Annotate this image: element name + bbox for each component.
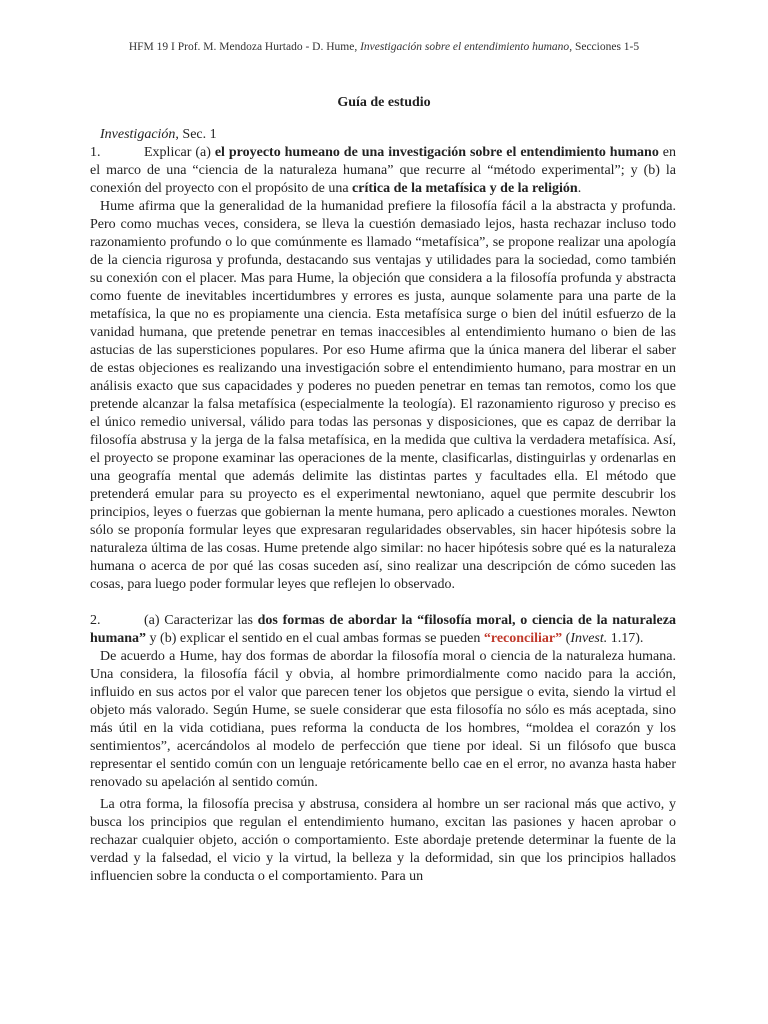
question-2-number: 2. <box>90 613 101 628</box>
question-1 <box>90 144 676 198</box>
answer-2-paragraph-1: De acuerdo a Hume, hay dos formas de abordar la filosofía moral o ciencia de la naturaleza humana. Una considera, la filosofía fácil y obvia, al hombre primordialmente como nacido para la acción, influido en sus actos por el valor que parecen tener los objetos que persigue o evita, siendo la virtud el objeto más valorado. Según Hume, se suele considerar que esta filosofía no sólo es más aceptada, sino más útil en la vida cotidiana, pues reforma la conducta de los hombres, “moldea el corazón y los sentimientos”, acercándolos al modelo de perfección que tiene por ideal. Si un filósofo que busca representar el sentido común con un lenguaje retóricamente bello cae en el error, no avanza hasta haber renovado su apelación al sentido común. <box>90 649 676 790</box>
header-work-title: Investigación sobre el entendimiento humano <box>360 41 570 53</box>
question-2-text-c: ( <box>562 631 571 646</box>
header-suffix: , Secciones 1-5 <box>569 41 640 53</box>
question-2-text-b: y (b) explicar el sentido en el cual ambas formas se pueden <box>146 631 484 646</box>
page-title: Guía de estudio <box>337 95 431 110</box>
question-2-highlight: “reconciliar” <box>483 631 563 646</box>
question-1-text-c: . <box>577 181 582 196</box>
section-heading <box>90 126 676 144</box>
question-2-bold: dos formas de abordar la “filosofía moral, o ciencia de la naturaleza humana” <box>90 613 676 646</box>
running-header <box>0 41 768 53</box>
question-1-number: 1. <box>90 145 101 160</box>
section-work: Investigación <box>100 127 176 142</box>
question-1-text-b: en el marco de una “ciencia de la naturaleza humana” que recurre al “método experimental”; y (b) la conexión del proyecto con el propósito de una <box>90 145 676 196</box>
document-body <box>90 126 676 886</box>
section-label: , Sec. 1 <box>175 127 217 142</box>
question-1-text-a: Explicar (a) <box>144 145 215 160</box>
question-1-bold-b: crítica de la metafísica y de la religión <box>352 181 578 196</box>
question-2-text-a: (a) Caracterizar las <box>144 613 258 628</box>
spacer <box>90 594 676 612</box>
question-2-ref-work: Invest. <box>570 631 608 646</box>
question-2 <box>90 612 676 648</box>
question-1-bold-a: el proyecto humeano de una investigación sobre el entendimiento humano <box>214 145 659 160</box>
answer-1-paragraph: Hume afirma que la generalidad de la humanidad prefiere la filosofía fácil a la abstracta y profunda. Pero como muchas veces, considera, se lleva la cuestión demasiado lejos, hasta rechazar incluso todo razonamiento profundo o lo que comúnmente es llamado “metafísica”, se propone realizar una apología de la ciencia rigurosa y profunda, destacando sus ventajas y utilidades para la sociedad, como también su conexión con el placer. Mas para Hume, la objeción que considera a la filosofía profunda y abstracta como fuente de inevitables incertidumbres y errores es justa, aunque solamente para una parte de la metafísica, la que no es propiamente una ciencia. Esta metafísica surge o bien del inútil esfuerzo de la vanidad humana, que pretende penetrar en temas inaccesibles al entendimiento humano o bien de las astucias de las supersticiones populares. Por eso Hume afirma que la única manera del liberar el saber de estas objeciones es realizando una investigación sobre el entendimiento humano, para mostrar en un análisis exacto que sus capacidades y poderes no pueden penetrar en temas tan remotos, como los que pretende alcanzar la falsa metafísica (especialmente la teología). El razonamiento riguroso y preciso es el único remedio universal, válido para todas las personas y disposiciones, que es capaz de derribar la filosofía abstrusa y la jerga de la falsa metafísica, en la medida que cultiva la verdadera metafísica. Así, el proyecto se propone examinar las operaciones de la mente, clasificarlas, distinguirlas y ordenarlas en una geografía mental que además delimite las distintas partes y facultades ella. El método que pretenderá emular para su proyecto es el experimental newtoniano, aquel que permite descubrir los principios, leyes o fuerzas que gobiernan la mente humana, pero aplicado a cuestiones morales. Newton sólo se proponía formular leyes que expresaran regularidades observables, sin hacer hipótesis sobre la naturaleza última de las cosas. Hume pretende algo similar: no hacer hipótesis sobre qué es la naturaleza humana o acerca de por qué las cosas suceden así, sino realizar una descripción de cómo suceden las cosas, para luego poder formular leyes que reflejen lo observado. <box>90 199 676 592</box>
answer-2-paragraph-2: La otra forma, la filosofía precisa y abstrusa, considera al hombre un ser racional más que activo, y busca los principios que regulan el entendimiento humano, excitan las pasiones y hacen aprobar o rechazar cualquier objeto, acción o comportamiento. Este abordaje pretende determinar la fuente de la verdad y la falsedad, el vicio y la virtud, la belleza y la deformidad, sin que los principios hallados influencien sobre la conducta o el comportamiento. Para un <box>90 797 676 884</box>
question-2-ref: 1.17). <box>607 631 644 646</box>
header-prefix: HFM 19 I Prof. M. Mendoza Hurtado - D. Hume, <box>128 41 361 53</box>
